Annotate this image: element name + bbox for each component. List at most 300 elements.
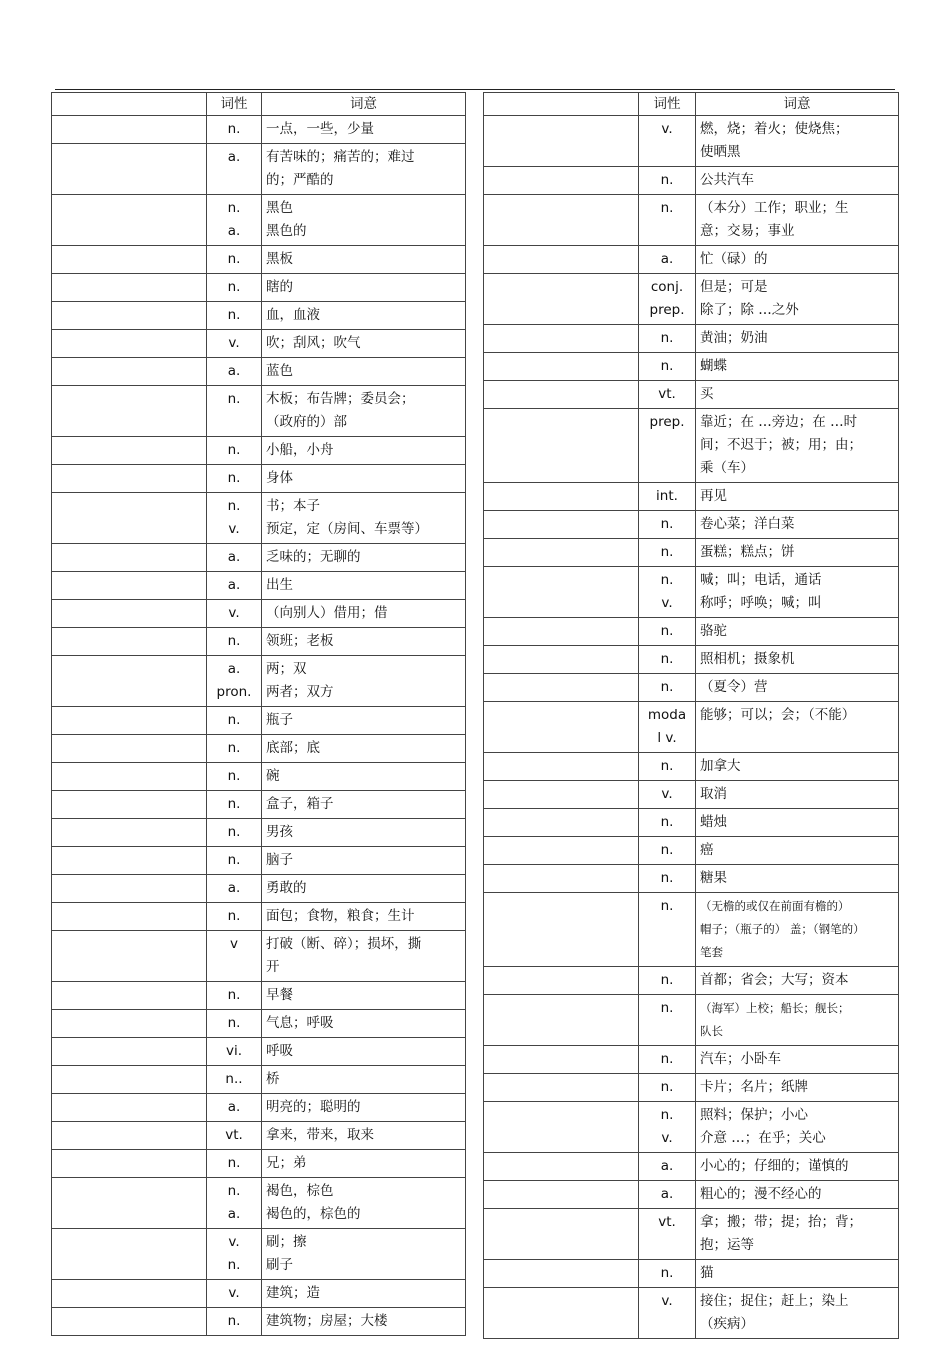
word-cell (484, 674, 639, 702)
pos-line: n. (660, 1107, 674, 1123)
meaning-line: 拿来，带来，取来 (266, 1127, 374, 1143)
pos-line: n. (660, 1051, 674, 1067)
pos-line: pron. (216, 684, 252, 700)
pos-line: n. (227, 121, 241, 137)
pos-line: v. (661, 786, 673, 802)
pos-cell (207, 116, 262, 144)
pos-cell (207, 735, 262, 763)
word-cell (484, 1209, 639, 1260)
meaning-cell (696, 1074, 899, 1102)
meaning-cell (262, 544, 466, 572)
pos-line: n. (227, 251, 241, 267)
table-row (52, 544, 466, 572)
pos-cell (207, 1010, 262, 1038)
pos-line: n. (660, 544, 674, 560)
table-row (484, 809, 899, 837)
pos-line: n. (660, 358, 674, 374)
pos-line: n. (227, 200, 241, 216)
meaning-line: 能够；可以；会；（不能） (700, 707, 856, 723)
pos-line: n. (227, 470, 241, 486)
meaning-cell (696, 618, 899, 646)
table-row (484, 995, 899, 1046)
pos-line: vt. (658, 1214, 676, 1230)
meaning-line: 汽车；小卧车 (700, 1051, 781, 1067)
meaning-line: 勇敢的 (266, 880, 307, 896)
word-cell (484, 646, 639, 674)
word-cell (52, 1308, 207, 1336)
meaning-cell (262, 572, 466, 600)
meaning-column-header: 词意 (696, 93, 899, 116)
word-cell (52, 330, 207, 358)
pos-line: a. (227, 549, 241, 565)
meaning-column-header: 词意 (262, 93, 466, 116)
vocab-table-left (51, 92, 466, 1336)
pos-line: a. (660, 1186, 674, 1202)
pos-cell (639, 195, 696, 246)
pos-cell (207, 1280, 262, 1308)
pos-column-header: 词性 (639, 93, 696, 116)
table-row (484, 353, 899, 381)
table-row (484, 753, 899, 781)
table-row (52, 600, 466, 628)
pos-line: n. (660, 200, 674, 216)
pos-line: n. (660, 330, 674, 346)
pos-line: vt. (225, 1127, 243, 1143)
pos-line: n. (660, 814, 674, 830)
table-row (484, 1153, 899, 1181)
meaning-cell (696, 381, 899, 409)
word-cell (484, 837, 639, 865)
pos-line: n. (227, 1155, 241, 1171)
word-cell (52, 1010, 207, 1038)
meaning-cell (262, 1229, 466, 1280)
word-cell (52, 1066, 207, 1094)
pos-line: n. (660, 623, 674, 639)
table-row (484, 274, 899, 325)
word-cell (484, 539, 639, 567)
table-row (52, 1094, 466, 1122)
table-row (484, 567, 899, 618)
meaning-line: 小船，小舟 (266, 442, 334, 458)
pos-line: v. (228, 1285, 240, 1301)
meaning-line: 拿；搬；带；提；抬；背； (700, 1214, 862, 1230)
meaning-cell (696, 1209, 899, 1260)
meaning-cell (696, 353, 899, 381)
pos-cell (207, 144, 262, 195)
meaning-cell (262, 819, 466, 847)
pos-cell (639, 381, 696, 409)
pos-cell (207, 493, 262, 544)
meaning-line: 建筑物；房屋；大楼 (266, 1313, 388, 1329)
pos-cell (207, 982, 262, 1010)
meaning-cell (262, 1038, 466, 1066)
pos-line: n. (227, 1257, 241, 1273)
meaning-line: 乘（车） (700, 460, 754, 476)
meaning-line: 褐色的，棕色的 (266, 1206, 361, 1222)
pos-cell (639, 567, 696, 618)
pos-line: a. (227, 363, 241, 379)
pos-cell (639, 1153, 696, 1181)
vocab-table-left-body (52, 116, 466, 1336)
pos-cell (207, 544, 262, 572)
word-cell (52, 572, 207, 600)
meaning-line: 使晒黑 (700, 144, 741, 160)
pos-line: a. (660, 1158, 674, 1174)
meaning-line: （政府的）部 (266, 414, 347, 430)
table-row (52, 628, 466, 656)
meaning-line: 盒子，箱子 (266, 796, 334, 812)
word-cell (484, 409, 639, 483)
table-row (484, 539, 899, 567)
pos-cell (639, 1074, 696, 1102)
meaning-line: 蛋糕；糕点；饼 (700, 544, 795, 560)
word-cell (52, 274, 207, 302)
pos-cell (639, 995, 696, 1046)
word-cell (52, 195, 207, 246)
word-column-header (484, 93, 639, 116)
table-row (52, 847, 466, 875)
table-row (484, 646, 899, 674)
meaning-line: 建筑；造 (266, 1285, 320, 1301)
table-header-row (484, 93, 899, 116)
pos-line: n. (660, 651, 674, 667)
pos-cell (639, 809, 696, 837)
pos-line: n. (227, 1313, 241, 1329)
meaning-cell (262, 302, 466, 330)
pos-cell (207, 763, 262, 791)
pos-line: n. (227, 307, 241, 323)
meaning-line: 抱；运等 (700, 1237, 754, 1253)
pos-line: n. (227, 908, 241, 924)
meaning-line: 两；双 (266, 661, 307, 677)
word-cell (484, 781, 639, 809)
table-row (52, 274, 466, 302)
vocab-table-right (483, 92, 899, 1339)
word-cell (484, 274, 639, 325)
meaning-line: 男孩 (266, 824, 293, 840)
meaning-cell (696, 893, 899, 967)
meaning-cell (262, 1178, 466, 1229)
meaning-line: （无檐的或仅在前面有檐的） (700, 899, 850, 913)
meaning-cell (262, 246, 466, 274)
word-cell (484, 1153, 639, 1181)
pos-cell (207, 875, 262, 903)
meaning-cell (696, 195, 899, 246)
pos-line: int. (656, 488, 678, 504)
word-cell (52, 1280, 207, 1308)
pos-line: n. (660, 870, 674, 886)
pos-cell (207, 628, 262, 656)
meaning-cell (262, 1308, 466, 1336)
table-row (52, 707, 466, 735)
meaning-line: 的；严酷的 (266, 172, 334, 188)
meaning-line: 加拿大 (700, 758, 741, 774)
table-row (484, 781, 899, 809)
meaning-cell (262, 1066, 466, 1094)
table-row (484, 195, 899, 246)
pos-cell (639, 837, 696, 865)
pos-cell (639, 1209, 696, 1260)
meaning-line: 黑色的 (266, 223, 307, 239)
word-cell (52, 1150, 207, 1178)
pos-cell (207, 903, 262, 931)
table-row (484, 381, 899, 409)
word-cell (52, 735, 207, 763)
meaning-cell (696, 1260, 899, 1288)
table-row (52, 656, 466, 707)
word-cell (484, 967, 639, 995)
pos-line: a. (227, 1099, 241, 1115)
pos-cell (207, 274, 262, 302)
meaning-line: 蜡烛 (700, 814, 727, 830)
pos-cell (207, 847, 262, 875)
meaning-cell (262, 493, 466, 544)
pos-cell (207, 386, 262, 437)
meaning-line: 首都；省会；大写；资本 (700, 972, 849, 988)
meaning-line: 开 (266, 959, 280, 975)
meaning-cell (696, 702, 899, 753)
meaning-line: （本分）工作；职业；生 (700, 200, 849, 216)
meaning-line: 脑子 (266, 852, 293, 868)
pos-line: n. (660, 172, 674, 188)
pos-cell (639, 781, 696, 809)
table-row (484, 409, 899, 483)
word-cell (484, 1046, 639, 1074)
pos-cell (639, 967, 696, 995)
meaning-line: 糖果 (700, 870, 727, 886)
table-row (52, 903, 466, 931)
meaning-line: 队长 (700, 1024, 723, 1038)
table-row (484, 325, 899, 353)
pos-line: conj. (650, 279, 684, 295)
meaning-line: 小心的；仔细的；谨慎的 (700, 1158, 849, 1174)
meaning-line: 兄；弟 (266, 1155, 307, 1171)
meaning-cell (262, 274, 466, 302)
word-cell (52, 847, 207, 875)
pos-line: v. (228, 1234, 240, 1250)
word-cell (52, 628, 207, 656)
word-cell (52, 1038, 207, 1066)
meaning-line: 底部；底 (266, 740, 320, 756)
meaning-line: 买 (700, 386, 714, 402)
table-row (52, 1066, 466, 1094)
table-row (484, 674, 899, 702)
table-row (52, 875, 466, 903)
pos-line: a. (227, 149, 241, 165)
meaning-line: 有苦味的；痛苦的；难过 (266, 149, 415, 165)
word-cell (52, 791, 207, 819)
pos-cell (207, 572, 262, 600)
vocab-table-right-body (484, 116, 899, 1339)
pos-cell (207, 656, 262, 707)
word-cell (52, 707, 207, 735)
meaning-cell (262, 982, 466, 1010)
word-cell (52, 982, 207, 1010)
table-row (484, 893, 899, 967)
word-cell (484, 195, 639, 246)
pos-cell (639, 325, 696, 353)
word-cell (484, 567, 639, 618)
meaning-cell (696, 1288, 899, 1339)
word-cell (484, 893, 639, 967)
table-row (52, 144, 466, 195)
meaning-cell (262, 847, 466, 875)
pos-cell (639, 618, 696, 646)
pos-cell (207, 195, 262, 246)
word-cell (484, 167, 639, 195)
pos-line: n. (660, 898, 674, 914)
table-row (52, 931, 466, 982)
meaning-cell (696, 167, 899, 195)
meaning-line: 血，血液 (266, 307, 320, 323)
table-row (52, 330, 466, 358)
word-cell (52, 144, 207, 195)
pos-line: n. (660, 972, 674, 988)
table-row (52, 763, 466, 791)
word-cell (52, 931, 207, 982)
word-cell (484, 865, 639, 893)
pos-cell (639, 702, 696, 753)
meaning-line: 面包；食物，粮食；生计 (266, 908, 415, 924)
meaning-line: 黑色 (266, 200, 293, 216)
table-row (484, 702, 899, 753)
word-cell (484, 1260, 639, 1288)
pos-line: v. (228, 521, 240, 537)
table-row (484, 1102, 899, 1153)
table-row (52, 1122, 466, 1150)
pos-cell (207, 302, 262, 330)
meaning-line: 呼吸 (266, 1043, 293, 1059)
pos-line: a. (227, 661, 241, 677)
table-row (52, 195, 466, 246)
word-cell (52, 302, 207, 330)
meaning-line: 忙（碌）的 (700, 251, 768, 267)
meaning-cell (696, 409, 899, 483)
meaning-line: 褐色，棕色 (266, 1183, 334, 1199)
meaning-line: （夏令）营 (700, 679, 768, 695)
pos-cell (639, 753, 696, 781)
meaning-cell (262, 1150, 466, 1178)
meaning-cell (262, 791, 466, 819)
meaning-cell (696, 511, 899, 539)
pos-line: moda (647, 707, 687, 723)
word-cell (52, 246, 207, 274)
meaning-line: 打破（断、碎）；损坏，撕 (266, 936, 422, 952)
meaning-cell (696, 753, 899, 781)
table-row (52, 1229, 466, 1280)
word-cell (484, 1288, 639, 1339)
pos-cell (639, 511, 696, 539)
meaning-cell (262, 1280, 466, 1308)
pos-cell (207, 1038, 262, 1066)
meaning-cell (696, 967, 899, 995)
table-row (484, 1181, 899, 1209)
pos-line: n. (660, 1000, 674, 1016)
pos-line: n. (227, 391, 241, 407)
table-row (52, 735, 466, 763)
pos-cell (207, 1229, 262, 1280)
pos-line: vi. (225, 1043, 243, 1059)
meaning-cell (262, 1010, 466, 1038)
meaning-cell (262, 628, 466, 656)
table-row (52, 465, 466, 493)
word-cell (52, 493, 207, 544)
pos-line: n. (227, 796, 241, 812)
meaning-line: （海军）上校；船长；舰长； (700, 1001, 850, 1015)
pos-line: n. (227, 442, 241, 458)
pos-line: n. (227, 768, 241, 784)
table-row (52, 572, 466, 600)
meaning-line: 称呼；呼唤；喊；叫 (700, 595, 822, 611)
word-cell (484, 1074, 639, 1102)
pos-cell (207, 437, 262, 465)
meaning-cell (262, 195, 466, 246)
meaning-line: 黑板 (266, 251, 293, 267)
meaning-cell (262, 707, 466, 735)
meaning-line: 瓶子 (266, 712, 293, 728)
pos-cell (207, 791, 262, 819)
word-cell (52, 386, 207, 437)
word-cell (484, 511, 639, 539)
table-row (52, 358, 466, 386)
table-row (52, 1308, 466, 1336)
meaning-line: 除了；除 …之外 (700, 302, 799, 318)
meaning-line: 桥 (266, 1071, 280, 1087)
pos-cell (207, 1178, 262, 1229)
table-row (484, 1288, 899, 1339)
meaning-cell (262, 144, 466, 195)
meaning-line: 再见 (700, 488, 727, 504)
pos-cell (639, 167, 696, 195)
pos-line: n. (227, 740, 241, 756)
table-header-row (52, 93, 466, 116)
meaning-line: 身体 (266, 470, 293, 486)
pos-cell (639, 409, 696, 483)
pos-line: prep. (649, 302, 685, 318)
pos-line: n. (660, 1079, 674, 1095)
word-cell (52, 1094, 207, 1122)
pos-line: v. (661, 595, 673, 611)
word-cell (52, 763, 207, 791)
word-cell (484, 381, 639, 409)
pos-cell (207, 707, 262, 735)
pos-cell (207, 1094, 262, 1122)
meaning-line: 刷子 (266, 1257, 293, 1273)
pos-line: v. (661, 1293, 673, 1309)
word-cell (484, 325, 639, 353)
pos-line: v (230, 936, 238, 952)
meaning-line: 取消 (700, 786, 727, 802)
pos-column-header: 词性 (207, 93, 262, 116)
pos-cell (639, 483, 696, 511)
pos-cell (639, 1260, 696, 1288)
meaning-line: 照相机；摄象机 (700, 651, 795, 667)
meaning-line: 靠近；在 …旁边；在 …时 (700, 414, 858, 430)
table-row (484, 1260, 899, 1288)
table-row (52, 819, 466, 847)
word-cell (52, 358, 207, 386)
pos-cell (639, 1288, 696, 1339)
meaning-cell (262, 465, 466, 493)
word-cell (52, 1122, 207, 1150)
meaning-line: 粗心的；漫不经心的 (700, 1186, 822, 1202)
word-cell (52, 465, 207, 493)
pos-cell (207, 1150, 262, 1178)
pos-line: n.. (225, 1071, 243, 1087)
meaning-cell (262, 763, 466, 791)
pos-cell (207, 330, 262, 358)
pos-cell (639, 274, 696, 325)
